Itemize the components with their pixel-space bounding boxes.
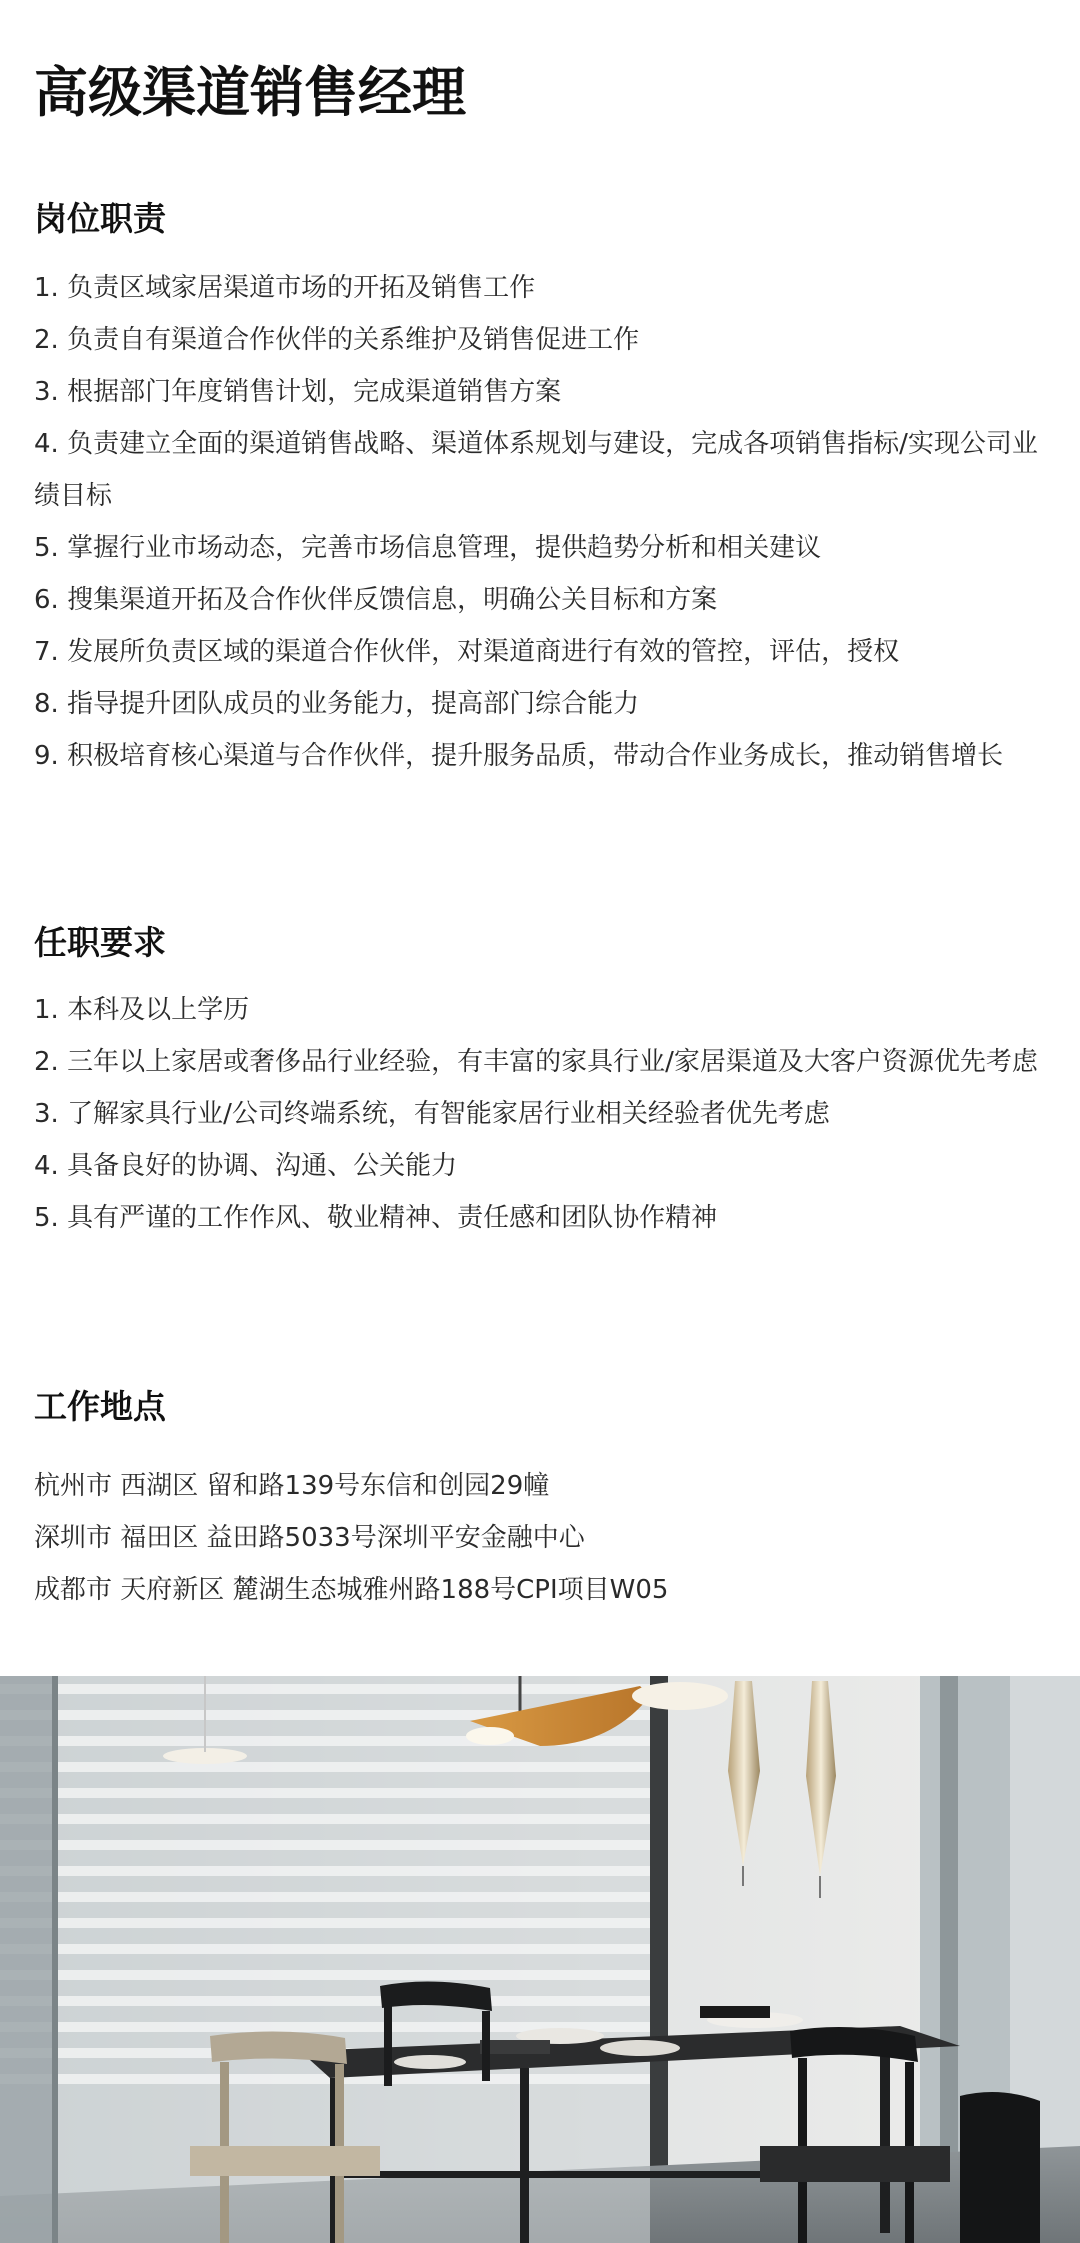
list-item: 5. 具有严谨的工作作风、敬业精神、责任感和团队协作精神 xyxy=(34,1203,718,1233)
list-item: 8. 指导提升团队成员的业务能力，提高部门综合能力 xyxy=(34,689,640,719)
requirements-list xyxy=(34,984,1044,1244)
showroom-photo xyxy=(0,1676,1080,2243)
list-item: 6. 搜集渠道开拓及合作伙伴反馈信息，明确公关目标和方案 xyxy=(34,585,718,615)
list-item: 2. 三年以上家居或奢侈品行业经验，有丰富的家具行业/家居渠道及大客户资源优先考虑 xyxy=(34,1047,1038,1077)
list-item: 3. 了解家具行业/公司终端系统，有智能家居行业相关经验者优先考虑 xyxy=(34,1099,830,1129)
page-title: 高级渠道销售经理 xyxy=(34,61,466,124)
list-item: 7. 发展所负责区域的渠道合作伙伴，对渠道商进行有效的管控，评估，授权 xyxy=(34,637,900,667)
locations-list xyxy=(34,1460,1044,1616)
list-item: 9. 积极培育核心渠道与合作伙伴，提升服务品质，带动合作业务成长，推动销售增长 xyxy=(34,741,1004,771)
showroom-illustration xyxy=(0,1676,1080,2243)
list-item: 2. 负责自有渠道合作伙伴的关系维护及销售促进工作 xyxy=(34,325,640,355)
list-item: 1. 负责区域家居渠道市场的开拓及销售工作 xyxy=(34,273,536,303)
location-hangzhou: 杭州市 西湖区 留和路139号东信和创园29幢 xyxy=(34,1471,550,1501)
list-item: 4. 具备良好的协调、沟通、公关能力 xyxy=(34,1151,458,1181)
responsibilities-list xyxy=(34,262,1044,782)
responsibilities-heading: 岗位职责 xyxy=(34,199,166,238)
requirements-heading: 任职要求 xyxy=(34,923,166,962)
list-item: 3. 根据部门年度销售计划，完成渠道销售方案 xyxy=(34,377,562,407)
location-shenzhen: 深圳市 福田区 益田路5033号深圳平安金融中心 xyxy=(34,1523,585,1553)
locations-heading: 工作地点 xyxy=(34,1387,166,1426)
list-item: 4. 负责建立全面的渠道销售战略、渠道体系规划与建设，完成各项销售指标/实现公司业绩目标 xyxy=(34,429,1038,511)
list-item: 1. 本科及以上学历 xyxy=(34,995,250,1025)
list-item: 5. 掌握行业市场动态，完善市场信息管理，提供趋势分析和相关建议 xyxy=(34,533,822,563)
location-chengdu: 成都市 天府新区 麓湖生态城雅州路188号CPI项目W05 xyxy=(34,1575,669,1605)
